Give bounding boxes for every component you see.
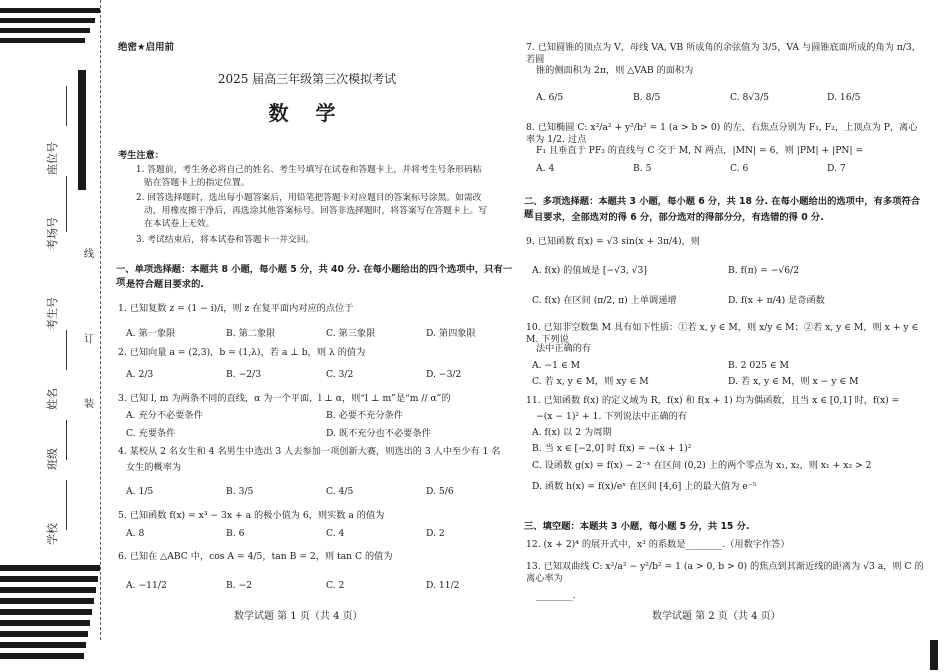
binding-bar (0, 565, 100, 571)
notice-heading: 考生注意： (118, 150, 164, 161)
option: D. 2 (426, 528, 445, 539)
question-8: 8. 已知椭圆 C: x²/a² + y²/b² = 1 (a > b > 0) 的左、右焦点分别为 F₁, F₂，上顶点为 P，离心率为 1/2. 过点 (526, 122, 918, 146)
question-9: 9. 已知函数 f(x) = √3 sin(x + 3π/4)，则 (526, 236, 700, 247)
notice-line: 在本试卷上无效。 (144, 219, 215, 229)
option: C. 6 (730, 163, 749, 174)
option: D. 函数 h(x) = f(x)/eˣ 在区间 [4,6] 上的最大值为 e⁻⁵ (532, 481, 757, 492)
page-footer: 数学试题 第 2 页（共 4 页） (652, 611, 781, 622)
fold-char-bind: 订 (84, 334, 94, 345)
question-7: 7. 已知圆锥的顶点为 V，母线 VA, VB 所成角的余弦值为 3/5，VA 与圆锥底面所成的角为 π/3，若圆 (526, 42, 921, 66)
option: B. 8/5 (633, 92, 661, 103)
option: D. 16/5 (827, 92, 861, 103)
section-heading: 是符合题目要求的. (126, 279, 204, 290)
option: A. 6/5 (536, 92, 564, 103)
label-student-no: 考生号 (46, 297, 59, 330)
binding-bar (0, 620, 90, 626)
question-6: 6. 已知在 △ABC 中，cos A = 4/5，tan B = 2，则 tan C 的值为 (118, 551, 393, 562)
question-10-cont: 法中正确的有 (536, 343, 592, 354)
options-3a (126, 410, 526, 422)
option: C. 设函数 g(x) = f(x) − 2⁻ˣ 在区间 (0,2) 上的两个零点为 x₁, x₂，则 x₁ + x₂ > 2 (532, 460, 872, 471)
option: B. −2/3 (226, 369, 262, 380)
binding-bar (0, 8, 100, 13)
option: D. 5/6 (426, 486, 454, 497)
binding-bar (0, 631, 88, 637)
question-4-cont: 女生的概率为 (126, 462, 182, 473)
option: D. 既不充分也不必要条件 (326, 428, 431, 439)
option: C. 充要条件 (126, 428, 176, 439)
question-1: 1. 已知复数 z = (1 − i)/i，则 z 在复平面内对应的点位于 (118, 303, 354, 314)
options-6 (126, 580, 526, 592)
option: C. f(x) 在区间 (π/2, π) 上单调递增 (532, 295, 677, 306)
option: A. 1/5 (126, 486, 154, 497)
notice-line: 1. 答题前，考生务必将自己的姓名、考生号填写在试卷和答题卡上，并将考生号条形码粘 (136, 165, 482, 175)
options-9b (532, 295, 924, 307)
options-3b (126, 428, 526, 440)
options-10b (532, 376, 924, 388)
question-10: 10. 已知非空数集 M 具有如下性质：①若 x, y ∈ M，则 x/y ∈ M；②若 x, y ∈ M，则 x + y ∈ M. 下列说 (526, 322, 919, 346)
option: B. f(π) = −√6/2 (728, 265, 800, 276)
question-13-blank: ________. (536, 590, 576, 601)
scan-edge-mark (930, 640, 938, 670)
exam-title: 2025 届高三年级第三次模拟考试 (217, 72, 397, 86)
notice-line: 3. 考试结束后，将本试卷和答题卡一并交回。 (136, 235, 315, 245)
question-12: 12. (x + 2)⁴ 的展开式中，x³ 的系数是________.（用数字作答） (526, 539, 790, 550)
option: C. 3/2 (326, 369, 354, 380)
section-heading: 目要求，全部选对的得 6 分，部分选对的得部分分，有选错的得 0 分. (534, 212, 824, 223)
question-5: 5. 已知函数 f(x) = x³ − 3x + a 的极小值为 6，则实数 a 的值为 (118, 510, 385, 521)
options-9a (532, 265, 924, 277)
option: C. 2 (326, 580, 345, 591)
option: B. −2 (226, 580, 253, 591)
subject-title: 数 学 (268, 101, 346, 125)
confidential-tag: 绝密★启用前 (118, 42, 175, 53)
option: A. 4 (536, 163, 555, 174)
question-4: 4. 某校从 2 名女生和 4 名男生中选出 3 人去参加一项创新大赛，则选出的 3 人中至少有 1 名 (118, 446, 501, 457)
fill-line (66, 420, 67, 460)
notice-line: 动，用橡皮擦干净后，再选涂其他答案标号。回答非选择题时，将答案写在答题卡上。写 (144, 206, 488, 216)
option: B. 必要不充分条件 (326, 410, 403, 421)
fill-line (66, 330, 67, 370)
fold-char-line: 线 (84, 249, 94, 260)
binding-bar (0, 642, 86, 648)
options-5 (126, 528, 526, 540)
question-8-cont: F₁ 且垂直于 PF₂ 的直线与 C 交于 M, N 两点，|MN| = 6，则 |PM| + |PN| = (536, 145, 864, 156)
option: D. 第四象限 (426, 328, 476, 339)
fold-char-pack: 装 (84, 399, 94, 410)
label-name: 姓名 (46, 388, 59, 410)
fill-line (66, 176, 67, 232)
option: A. −1 ∈ M (532, 360, 581, 371)
options-7 (536, 92, 924, 104)
option: C. 4 (326, 528, 345, 539)
label-room-no: 考场号 (46, 217, 59, 250)
option: A. 2/3 (126, 369, 154, 380)
options-2 (126, 369, 526, 381)
option: A. 第一象限 (126, 328, 176, 339)
options-4 (126, 486, 526, 498)
option: D. 若 x, y ∈ M，则 x − y ∈ M (728, 376, 859, 387)
question-7-cont: 锥的侧面积为 2π，则 △VAB 的面积为 (536, 65, 694, 76)
fold-line (100, 0, 101, 640)
option: B. 3/5 (226, 486, 254, 497)
option: C. 若 x, y ∈ M，则 xy ∈ M (532, 376, 649, 387)
binding-bar (0, 587, 96, 593)
option: C. 4/5 (326, 486, 354, 497)
option: D. 11/2 (426, 580, 460, 591)
question-3: 3. 已知 l, m 为两条不同的直线，α 为一个平面，l ⊥ α，则“l ⊥ m”是“m // α”的 (118, 393, 451, 404)
option: B. 2 025 ∈ M (728, 360, 789, 371)
options-8 (536, 163, 924, 175)
binding-bar (0, 653, 84, 659)
question-11-cont: −(x − 1)² + 1. 下列说法中正确的有 (536, 411, 688, 422)
binding-bar (0, 18, 95, 23)
binding-bar (0, 28, 90, 33)
option: B. 5 (633, 163, 652, 174)
section-heading: 三、填空题：本题共 3 小题，每小题 5 分，共 15 分. (524, 521, 750, 532)
option: A. f(x) 的值域是 [−√3, √3] (532, 265, 647, 276)
option: D. 7 (827, 163, 846, 174)
option: A. 8 (126, 528, 145, 539)
question-11: 11. 已知函数 f(x) 的定义域为 R，f(x) 和 f(x + 1) 均为偶函数，且当 x ∈ [0,1] 时，f(x) = (526, 395, 900, 406)
option: B. 当 x ∈ [−2,0] 时 f(x) = −(x + 1)² (532, 443, 692, 454)
section-heading: 一、单项选择题：本题共 8 小题，每小题 5 分，共 40 分. 在每小题给出的四个选项中，只有一项 (116, 264, 513, 288)
option: B. 第二象限 (226, 328, 276, 339)
label-school: 学校 (46, 523, 59, 545)
options-1 (126, 328, 526, 340)
option: D. f(x + π/4) 是奇函数 (728, 295, 825, 306)
option: C. 8√3/5 (730, 92, 770, 103)
option: D. −3/2 (426, 369, 462, 380)
option: A. f(x) 以 2 为周期 (532, 427, 612, 438)
label-class: 班级 (46, 448, 59, 470)
binding-strip (0, 0, 112, 672)
binding-bar (0, 576, 98, 582)
option: A. −11/2 (126, 580, 167, 591)
option: C. 第三象限 (326, 328, 376, 339)
binding-bar (0, 598, 94, 604)
fill-line (66, 86, 67, 126)
option: B. 6 (226, 528, 245, 539)
notice-line: 2. 回答选择题时，选出每小题答案后，用铅笔把答题卡对应题目的答案标号涂黑。如需改 (136, 193, 482, 203)
binding-bar (0, 609, 92, 615)
question-13: 13. 已知双曲线 C: x²/a² − y²/b² = 1 (a > 0, b > 0) 的焦点到其渐近线的距离为 √3 a，则 C 的离心率为 (526, 561, 924, 585)
label-seat-no: 座位号 (46, 142, 59, 175)
options-10a (532, 360, 924, 372)
section-heading: 二、多项选择题：本题共 3 小题，每小题 6 分，共 18 分. 在每小题给出的选项中，有多项符合题 (524, 196, 921, 220)
binding-stripe (78, 70, 86, 190)
option: A. 充分不必要条件 (126, 410, 203, 421)
fill-line (66, 480, 67, 530)
page-footer: 数学试题 第 1 页（共 4 页） (234, 611, 363, 622)
question-2: 2. 已知向量 a = (2,3)，b = (1,λ)，若 a ⊥ b，则 λ 的值为 (118, 347, 366, 358)
notice-line: 贴在答题卡上的指定位置。 (144, 178, 250, 188)
binding-bar (0, 38, 85, 43)
